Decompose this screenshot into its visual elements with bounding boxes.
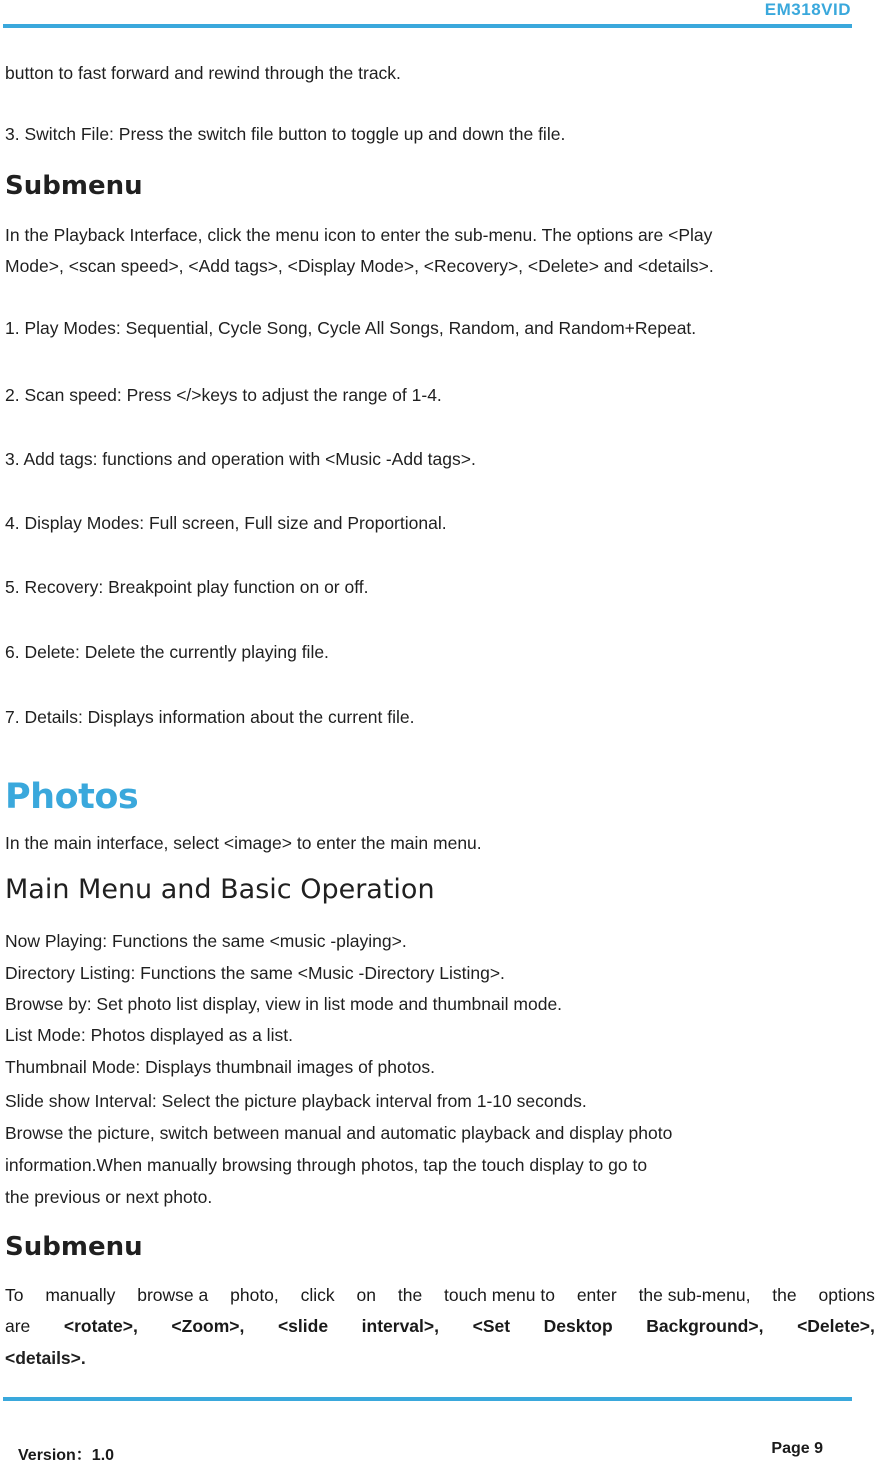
- option-word: <details>.: [5, 1348, 86, 1368]
- word: the sub-menu,: [638, 1285, 751, 1305]
- document-brand: EM318VID: [764, 0, 851, 19]
- body-text: Browse by: Set photo list display, view in list mode and thumbnail mode.: [5, 994, 563, 1014]
- option-word: <Set: [472, 1316, 511, 1336]
- body-text: the previous or next photo.: [5, 1187, 213, 1207]
- list-item: 4. Display Modes: Full screen, Full size and Proportional.: [5, 513, 447, 533]
- list-item: 6. Delete: Delete the currently playing file.: [5, 642, 329, 662]
- option-word: <rotate>,: [63, 1316, 138, 1336]
- option-word: <Zoom>,: [171, 1316, 245, 1336]
- body-text: In the Playback Interface, click the menu icon to enter the sub-menu. The options are <Play: [5, 225, 713, 245]
- body-text: In the main interface, select <image> to enter the main menu.: [5, 833, 482, 853]
- section-heading-photos: Photos: [5, 777, 139, 817]
- option-word: interval>,: [361, 1316, 439, 1336]
- list-item: 2. Scan speed: Press </>keys to adjust the range of 1-4.: [5, 385, 442, 405]
- body-text: Browse the picture, switch between manual and automatic playback and display photo: [5, 1123, 673, 1143]
- body-text: List Mode: Photos displayed as a list.: [5, 1025, 293, 1045]
- body-text: Now Playing: Functions the same <music -playing>.: [5, 931, 407, 951]
- word: the: [397, 1285, 423, 1305]
- body-text: 3. Switch File: Press the switch file button to toggle up and down the file.: [5, 124, 566, 144]
- word: on: [356, 1285, 376, 1305]
- word: manually: [45, 1285, 116, 1305]
- word: click: [300, 1285, 335, 1305]
- body-text: information.When manually browsing through photos, tap the touch display to go to: [5, 1155, 648, 1175]
- body-text: Mode>, <scan speed>, <Add tags>, <Display Mode>, <Recovery>, <Delete> and <details>.: [5, 256, 714, 276]
- body-text: Thumbnail Mode: Displays thumbnail images of photos.: [5, 1057, 435, 1077]
- version-label: Version：1.0: [18, 1447, 115, 1464]
- justified-line: [5, 1284, 875, 1306]
- section-heading-main-menu: Main Menu and Basic Operation: [5, 874, 435, 905]
- page-number: Page 9: [771, 1440, 823, 1457]
- option-word: Background>,: [646, 1316, 764, 1336]
- word: To: [5, 1285, 24, 1305]
- section-heading-submenu-2: Submenu: [5, 1232, 143, 1262]
- word: enter: [576, 1285, 617, 1305]
- word: the: [772, 1285, 797, 1305]
- word: options: [818, 1285, 875, 1305]
- word: photo,: [230, 1285, 279, 1305]
- header-rule: [3, 24, 852, 28]
- footer-rule: [3, 1397, 852, 1401]
- list-item: 3. Add tags: functions and operation with <Music -Add tags>.: [5, 449, 476, 469]
- section-heading-submenu: Submenu: [5, 171, 143, 201]
- word: are: [5, 1316, 31, 1336]
- word: browse a: [137, 1285, 209, 1305]
- justified-line: [5, 1315, 875, 1337]
- list-item: 1. Play Modes: Sequential, Cycle Song, Cycle All Songs, Random, and Random+Repeat.: [5, 318, 697, 338]
- list-item: 7. Details: Displays information about the current file.: [5, 707, 415, 727]
- body-text: Directory Listing: Functions the same <Music -Directory Listing>.: [5, 963, 505, 983]
- option-word: <slide: [277, 1316, 329, 1336]
- option-word: <Delete>,: [797, 1316, 875, 1336]
- body-text: button to fast forward and rewind through the track.: [5, 63, 401, 83]
- word: touch menu to: [444, 1285, 555, 1305]
- list-item: 5. Recovery: Breakpoint play function on or off.: [5, 577, 369, 597]
- option-word: Desktop: [543, 1316, 613, 1336]
- body-text: Slide show Interval: Select the picture playback interval from 1-10 seconds.: [5, 1091, 587, 1111]
